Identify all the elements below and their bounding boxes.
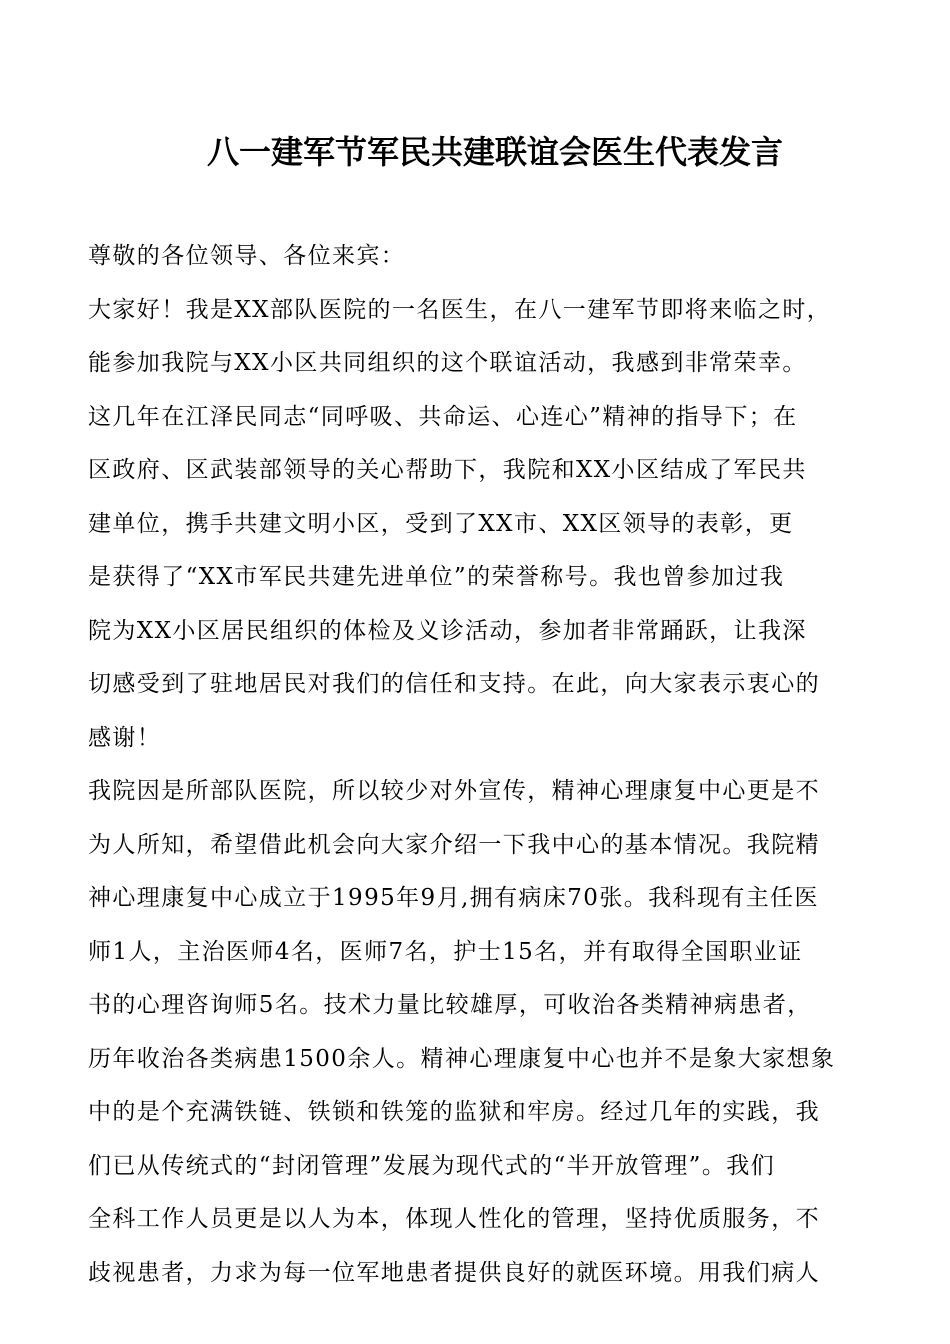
text-line-8: 院为XX小区居民组织的体检及义诊活动，参加者非常踊跃，让我深 [88,617,807,644]
text-line-18: 们已从传统式的“封闭管理”发展为现代式的“半开放管理”。我们 [88,1152,776,1179]
text-line-2: 大家好！我是XX部队医院的一名医生，在八一建军节即将来临之时， [88,296,832,323]
text-line-1: 尊敬的各位领导、各位来宾： [88,243,406,269]
text-line-7: 是获得了“XX市军民共建先进单位”的荣誉称号。我也曾参加过我 [88,564,785,590]
text-line-10: 感谢！ [88,724,162,751]
text-line-6: 建单位，携手共建文明小区，受到了XX市、XX区领导的表彰，更 [88,510,794,537]
text-line-11: 我院因是所部队医院，所以较少对外宣传，精神心理康复中心更是不 [88,778,820,804]
text-line-9: 切感受到了驻地居民对我们的信任和支持。在此，向大家表示衷心的 [88,671,820,697]
text-line-5: 区政府、区武装部领导的关心帮助下，我院和XX小区结成了军民共 [88,457,807,483]
text-line-3: 能参加我院与XX小区共同组织的这个联谊活动，我感到非常荣幸。 [88,350,807,376]
text-line-14: 师1人，主治医师4名，医师7名，护士15名，并有取得全国职业证 [88,938,803,965]
text-line-13: 神心理康复中心成立于1995年9月,拥有病床70张。我科现有主任医 [88,885,819,911]
text-line-12: 为人所知，希望借此机会向大家介绍一下我中心的基本情况。我院精 [88,831,820,858]
text-line-19: 全科工作人员更是以人为本，体现人性化的管理，坚持优质服务，不 [88,1206,820,1232]
document-title: 八一建军节军民共建联谊会医生代表发言 [206,133,783,171]
text-line-20: 歧视患者，力求为每一位军地患者提供良好的就医环境。用我们病人 [88,1259,820,1286]
text-line-15: 书的心理咨询师5名。技术力量比较雄厚，可收治各类精神病患者， [88,992,812,1018]
document-body [88,230,868,1300]
text-line-17: 中的是个充满铁链、铁锁和铁笼的监狱和牢房。经过几年的实践，我 [88,1099,820,1125]
text-line-4: 这几年在江泽民同志“同呼吸、共命运、心连心”精神的指导下；在 [88,403,798,430]
text-line-16: 历年收治各类病患1500余人。精神心理康复中心也并不是象大家想象 [88,1045,836,1072]
